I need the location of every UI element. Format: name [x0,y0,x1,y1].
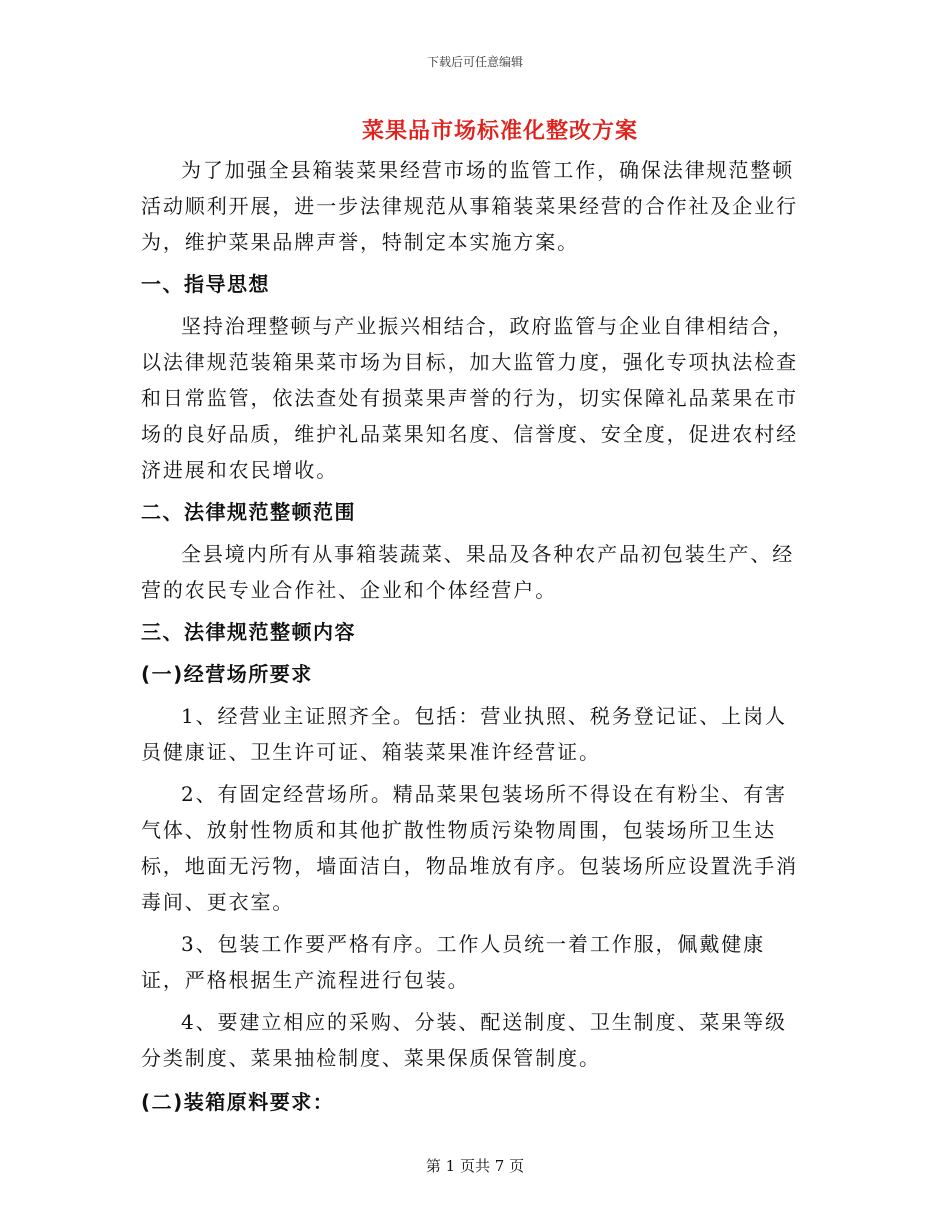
subsection-heading-materials: (二)装箱原料要求： [141,1090,335,1114]
subsection-heading-premises: (一)经营场所要求 [141,662,313,686]
section-heading-content: 三、法律规范整顿内容 [141,620,356,644]
list-item: 3、包装工作要严格有序。工作人员统一着工作服，佩戴健康证，严格根据生产流程进行包装。 [141,932,766,992]
page-indicator: 第 1 页共 7 页 [425,1157,525,1175]
section-body-guiding-ideology: 坚持治理整顿与产业振兴相结合，政府监管与企业自律相结合，以法律规范装箱果菜市场为目标，加大监管力度，强化专项执法检查和日常监管，依法查处有损菜果声誉的行为，切实保障礼品菜果在市场的良好品质，维护礼品菜果知名度、信誉度、安全度，促进农村经济进展和农民增收。 [141,314,798,482]
list-item: 2、有固定经营场所。精品菜果包装场所不得设在有粉尘、有害气体、放射性物质和其他扩散性物质污染物周围，包装场所卫生达标，地面无污物，墙面洁白，物品堆放有序。包装场所应设置洗手消毒间、更衣室。 [141,782,798,914]
document-body [141,152,807,1120]
header-note: 下载后可任意编辑 [426,55,523,69]
intro-paragraph: 为了加强全县箱装菜果经营市场的监管工作，确保法律规范整顿活动顺利开展，进一步法律规范从事箱装菜果经营的合作社及企业行为，维护菜果品牌声誉，特制定本实施方案。 [141,158,798,254]
document-title: 菜果品市场标准化整改方案 [361,118,638,144]
section-body-scope: 全县境内所有从事箱装蔬菜、果品及各种农产品初包装生产、经营的农民专业合作社、企业和个体经营户。 [141,542,795,602]
list-item: 1、经营业主证照齐全。包括：营业执照、税务登记证、上岗人员健康证、卫生许可证、箱装菜果准许经营证。 [141,704,787,764]
section-heading-scope: 二、法律规范整顿范围 [141,500,356,524]
section-heading-guiding-ideology: 一、指导思想 [141,272,270,296]
list-item: 4、要建立相应的采购、分装、配送制度、卫生制度、菜果等级分类制度、菜果抽检制度、菜果保质保管制度。 [141,1010,787,1070]
